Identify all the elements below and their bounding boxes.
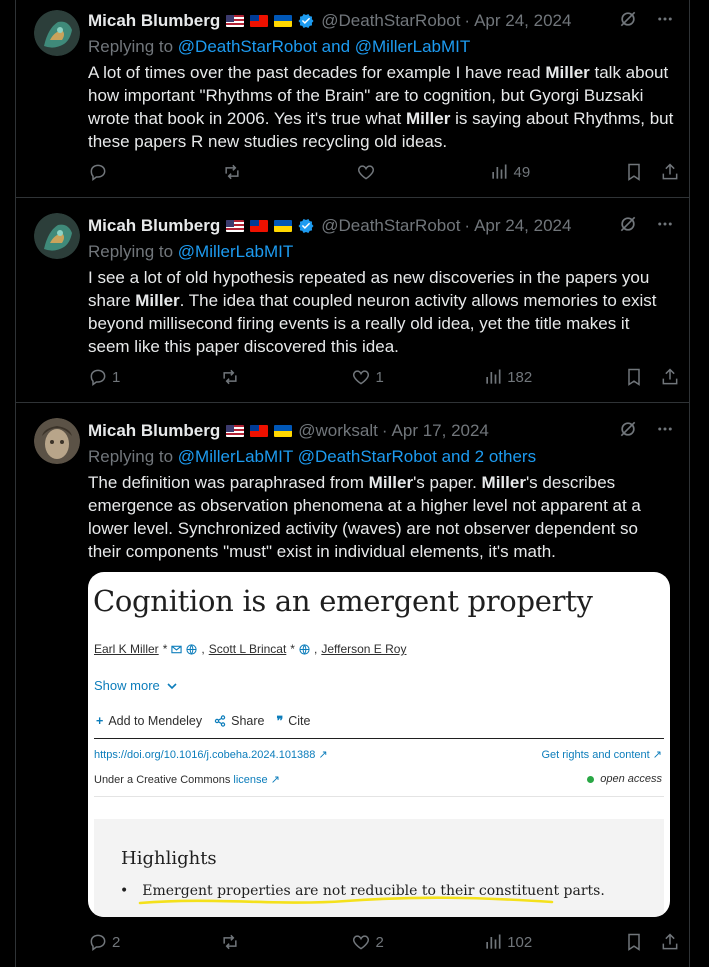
show-more-link: [94, 678, 178, 693]
verified-badge-icon: [297, 12, 315, 30]
like-count: 2: [375, 933, 384, 951]
repost-icon: [220, 367, 240, 387]
article-tools: [96, 713, 310, 728]
text-segment: The definition was paraphrased from: [88, 473, 369, 492]
replying-to-link[interactable]: @MillerLabMIT @DeathStarRobot and 2 others: [177, 447, 537, 466]
text-segment: 's describes emergence as observation phenomena at a higher level not apparent at a lower level. Synchronized activity (waves) are not observer dependent so their components "must" exist in individual elements, it's math.: [88, 473, 641, 561]
like-count: 1: [375, 368, 384, 386]
heart-icon: [351, 367, 371, 387]
post-header: [88, 419, 674, 443]
highlighted-keyword: Miller: [135, 291, 180, 310]
reply-count: 1: [112, 368, 121, 386]
share-icon[interactable]: [660, 932, 680, 952]
author-separator: ,: [313, 642, 318, 656]
article-title: Cognition is an emergent property: [93, 584, 593, 618]
text-segment: I see a lot of old hypothesis repeated as new discoveries in the papers you share: [88, 268, 650, 310]
text-segment: A lot of times over the past decades for example I have read: [88, 63, 546, 82]
avatar[interactable]: [34, 10, 80, 56]
globe-icon: [299, 644, 310, 655]
article-authors: [94, 642, 406, 656]
bookmark-icon[interactable]: [624, 162, 644, 182]
post-header: [88, 214, 674, 238]
view-count: 182: [507, 368, 533, 386]
divider: [94, 738, 664, 739]
post-date[interactable]: Apr 24, 2024: [474, 11, 572, 30]
yellow-underline-annotation: [136, 894, 556, 908]
share-icon[interactable]: [660, 162, 680, 182]
share-nodes-icon: [214, 715, 226, 727]
like-button[interactable]: [356, 162, 396, 182]
license-link: license: [233, 774, 268, 786]
us-flag-icon: [226, 220, 244, 232]
ukraine-flag-icon: [274, 425, 292, 437]
bookmark-icon[interactable]: [624, 367, 644, 387]
views-button[interactable]: [483, 367, 532, 387]
like-button[interactable]: [351, 932, 391, 952]
grok-icon[interactable]: [618, 214, 638, 234]
repost-icon: [222, 162, 242, 182]
author-name[interactable]: Micah Blumberg: [88, 421, 221, 440]
repost-icon: [220, 932, 240, 952]
reply-icon: [88, 367, 108, 387]
repost-button[interactable]: [220, 367, 260, 387]
author-handle[interactable]: @worksalt: [298, 421, 378, 440]
doi-link: [94, 748, 328, 761]
highlighted-keyword: Miller: [368, 473, 414, 492]
bullet: •: [120, 883, 129, 899]
open-access-label: open access: [600, 773, 662, 785]
cite-label: Cite: [288, 713, 311, 728]
highlight-text: Emergent properties are not reducible to their constituent parts.: [142, 883, 605, 899]
views-icon: [483, 367, 503, 387]
ukraine-flag-icon: [274, 220, 292, 232]
author-name[interactable]: Micah Blumberg: [88, 11, 221, 30]
divider: [94, 796, 664, 797]
more-options-icon[interactable]: [656, 215, 674, 233]
license-prefix: Under a Creative Commons: [94, 774, 234, 786]
post-text: [88, 266, 674, 358]
reply-button[interactable]: [88, 367, 128, 387]
chevron-down-icon: [166, 680, 178, 692]
author-separator: ,: [201, 642, 205, 656]
plus-icon: +: [96, 713, 104, 728]
more-options-icon[interactable]: [656, 420, 674, 438]
views-button[interactable]: [489, 162, 530, 182]
grok-icon[interactable]: [618, 9, 638, 29]
text-segment: 's paper.: [413, 473, 482, 492]
post[interactable]: [16, 199, 690, 403]
avatar[interactable]: [34, 213, 80, 259]
taiwan-flag-icon: [250, 425, 268, 437]
meta-separator: ·: [464, 216, 471, 235]
license-line: [94, 773, 280, 786]
us-flag-icon: [226, 15, 244, 27]
reply-button[interactable]: [88, 162, 128, 182]
show-more-label: Show more: [94, 678, 160, 693]
views-icon: [483, 932, 503, 952]
highlighted-keyword: Miller: [481, 473, 526, 492]
author-handle[interactable]: @DeathStarRobot: [321, 11, 461, 30]
action-bar: [88, 367, 680, 387]
rights-link: [541, 748, 662, 761]
author-link: Jefferson E Roy: [321, 642, 407, 656]
text-segment: talk about how important "Rhythms of the Brain" are to cognition, but Gyorgi Buzsaki wrote that book in 2006. Yes it's true what: [88, 63, 669, 128]
open-access-dot-icon: [587, 776, 594, 783]
meta-separator: ·: [381, 421, 388, 440]
heart-icon: [356, 162, 376, 182]
action-bar: [88, 162, 680, 182]
highlighted-keyword: Miller: [545, 63, 590, 82]
bookmark-icon[interactable]: [624, 932, 644, 952]
verified-badge-icon: [297, 217, 315, 235]
view-count: 49: [513, 163, 531, 181]
views-icon: [489, 162, 509, 182]
replying-to-link[interactable]: @DeathStarRobot and @MillerLabMIT: [177, 37, 471, 56]
author-handle[interactable]: @DeathStarRobot: [321, 216, 461, 235]
reply-count: 2: [112, 933, 121, 951]
add-to-mendeley-label: Add to Mendeley: [108, 713, 203, 728]
post-text: [88, 61, 674, 153]
author-link: Earl K Miller: [94, 642, 159, 656]
reply-icon: [88, 932, 108, 952]
reply-button[interactable]: [88, 932, 128, 952]
post-text: [88, 471, 674, 563]
globe-icon: [186, 644, 197, 655]
views-button[interactable]: [483, 932, 532, 952]
meta-separator: ·: [464, 11, 471, 30]
avatar[interactable]: [34, 418, 80, 464]
author-link: Scott L Brincat: [208, 642, 287, 656]
replying-to: [88, 242, 674, 264]
post-date[interactable]: Apr 17, 2024: [391, 421, 489, 440]
author-mark: *: [290, 642, 295, 656]
rights-text: Get rights and content: [541, 749, 650, 761]
external-link-icon: ↗: [318, 749, 328, 761]
share-icon[interactable]: [660, 367, 680, 387]
like-button[interactable]: [351, 367, 391, 387]
action-bar: [88, 932, 680, 952]
us-flag-icon: [226, 425, 244, 437]
view-count: 102: [507, 933, 533, 951]
email-icon: [171, 644, 182, 655]
reply-icon: [88, 162, 108, 182]
more-options-icon[interactable]: [656, 10, 674, 28]
replying-to-link[interactable]: @MillerLabMIT: [177, 242, 294, 261]
grok-icon[interactable]: [618, 419, 638, 439]
repost-button[interactable]: [220, 932, 260, 952]
heart-icon: [351, 932, 371, 952]
taiwan-flag-icon: [250, 220, 268, 232]
repost-button[interactable]: [222, 162, 262, 182]
attached-image[interactable]: [88, 572, 670, 917]
external-link-icon: ↗: [270, 774, 280, 786]
text-segment: . The idea that coupled neuron activity allows memories to exist beyond millisecond firing events is a really old idea, yet the title makes it seem like this paper discovered this idea.: [88, 291, 657, 356]
post[interactable]: [16, 0, 690, 198]
highlights-title: Highlights: [121, 848, 217, 869]
replying-prefix: Replying to: [88, 447, 178, 466]
author-mark: *: [162, 642, 168, 656]
open-access-badge: [587, 773, 662, 785]
highlighted-keyword: Miller: [405, 109, 451, 128]
taiwan-flag-icon: [250, 15, 268, 27]
post-header: [88, 9, 674, 33]
author-name[interactable]: Micah Blumberg: [88, 216, 221, 235]
replying-to: [88, 37, 674, 59]
external-link-icon: ↗: [652, 749, 662, 761]
share-label: Share: [231, 713, 265, 728]
ukraine-flag-icon: [274, 15, 292, 27]
replying-prefix: Replying to: [88, 37, 178, 56]
post-date[interactable]: Apr 24, 2024: [474, 216, 572, 235]
doi-text: https://doi.org/10.1016/j.cobeha.2024.101388: [94, 749, 316, 761]
replying-to: [88, 447, 674, 469]
replying-prefix: Replying to: [88, 242, 178, 261]
quote-icon: ❞: [276, 714, 284, 728]
text-segment: is saying about Rhythms, but these papers R new studies recycling old ideas.: [88, 109, 674, 151]
